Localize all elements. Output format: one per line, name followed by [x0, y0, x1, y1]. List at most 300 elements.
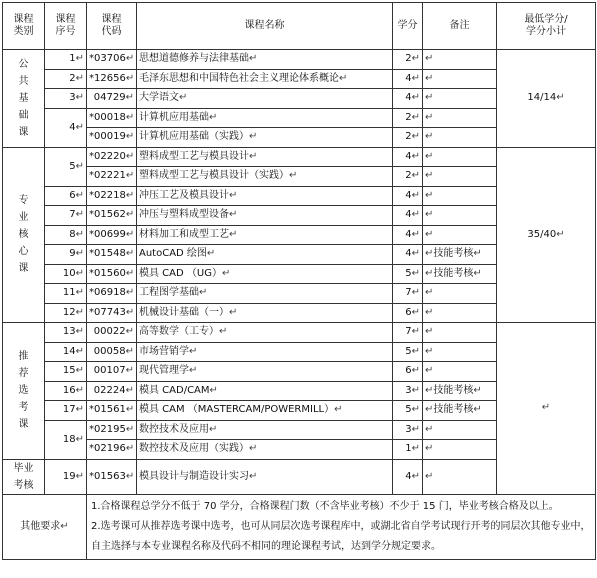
para-mark: ↵ [125, 267, 135, 279]
name-cell [137, 50, 393, 70]
para-mark: ↵ [339, 72, 348, 84]
para-mark: ↵ [75, 433, 84, 445]
para-mark: ↵ [75, 209, 84, 221]
code-value: *00018 [89, 111, 126, 123]
para-mark: ↵ [60, 520, 69, 532]
para-mark: ↵ [189, 365, 198, 377]
para-mark: ↵ [125, 443, 135, 455]
course-name: 模具 CAM （MASTERCAM/POWERMILL） [139, 404, 335, 416]
seq-cell [45, 401, 87, 421]
para-mark: ↵ [209, 384, 218, 396]
code-value: *03706 [89, 53, 126, 65]
para-mark: ↵ [411, 443, 420, 455]
para-mark: ↵ [411, 189, 420, 201]
para-mark: ↵ [75, 306, 84, 318]
subtotal-value: 35/40 [527, 228, 557, 240]
para-mark: ↵ [75, 189, 84, 201]
remark-cell [423, 186, 497, 206]
name-cell [137, 206, 393, 226]
header-category: 课程 类别 [3, 3, 45, 50]
course-name: 冲压工艺及模具设计 [139, 189, 229, 201]
para-mark: ↵ [125, 470, 135, 482]
para-mark: ↵ [425, 470, 434, 482]
credit-value: 5 [405, 345, 412, 357]
para-mark: ↵ [75, 365, 84, 377]
code-value: 00058 [93, 345, 126, 357]
credit-value: 2 [405, 131, 412, 143]
course-name: 模具设计与制造设计实习 [139, 470, 249, 482]
para-mark: ↵ [249, 131, 258, 143]
credit-value: 2 [405, 53, 412, 65]
remark-cell [423, 303, 497, 323]
seq-cell [45, 206, 87, 226]
code-cell [87, 147, 137, 167]
course-name: 机械设计基础（一） [139, 306, 229, 318]
para-mark: ↵ [125, 189, 135, 201]
para-mark: ↵ [229, 306, 238, 318]
remark-cell [423, 128, 497, 148]
course-name: 计算机应用基础（实践） [139, 131, 249, 143]
code-cell [87, 323, 137, 343]
seq-value: 6 [69, 189, 76, 201]
code-value: *06918 [89, 287, 126, 299]
seq-cell [45, 420, 87, 459]
credit-cell [393, 50, 423, 70]
seq-value: 14 [62, 345, 76, 357]
code-value: *00699 [89, 228, 126, 240]
para-mark: ↵ [334, 404, 343, 416]
seq-value: 9 [69, 248, 76, 260]
name-cell [137, 128, 393, 148]
remark-cell [423, 401, 497, 421]
name-cell [137, 362, 393, 382]
code-cell [87, 167, 137, 187]
credit-cell [393, 381, 423, 401]
name-cell [137, 167, 393, 187]
credit-cell [393, 186, 423, 206]
credit-cell [393, 264, 423, 284]
para-mark: ↵ [411, 267, 420, 279]
para-mark: ↵ [411, 53, 420, 65]
credit-value: 4 [405, 189, 412, 201]
code-cell [87, 186, 137, 206]
para-mark: ↵ [411, 170, 420, 182]
header-code: 课程 代码 [87, 3, 137, 50]
para-mark: ↵ [125, 170, 135, 182]
course-name: 现代管理学 [139, 365, 189, 377]
para-mark: ↵ [209, 423, 218, 435]
para-mark: ↵ [425, 345, 434, 357]
credit-cell [393, 245, 423, 265]
code-value: *00019 [89, 131, 126, 143]
para-mark: ↵ [425, 365, 434, 377]
credit-value: 1 [405, 443, 412, 455]
code-cell [87, 128, 137, 148]
credit-value: 2 [405, 111, 412, 123]
seq-value: 12 [62, 306, 76, 318]
seq-cell [45, 69, 87, 89]
seq-cell [45, 284, 87, 304]
seq-cell [45, 342, 87, 362]
name-cell [137, 225, 393, 245]
remark-cell [423, 264, 497, 284]
course-name: 计算机应用基础 [139, 111, 209, 123]
remark-cell [423, 362, 497, 382]
code-cell [87, 50, 137, 70]
credit-cell [393, 167, 423, 187]
remark-cell [423, 342, 497, 362]
para-mark: ↵ [189, 345, 198, 357]
para-mark: ↵ [125, 209, 135, 221]
name-cell [137, 303, 393, 323]
course-name: 塑料成型工艺与模具设计 [139, 150, 249, 162]
code-value: *07743 [89, 306, 126, 318]
course-name: 思想道德修养与法律基础 [139, 53, 249, 65]
credit-cell [393, 342, 423, 362]
header-name: 课程名称 [137, 3, 393, 50]
credit-value: 4 [405, 150, 412, 162]
curriculum-table-wrapper [2, 2, 596, 560]
credit-value: 4 [405, 228, 412, 240]
para-mark: ↵ [411, 111, 420, 123]
seq-value: 18 [62, 433, 76, 445]
seq-cell [45, 323, 87, 343]
para-mark: ↵ [125, 404, 135, 416]
category-cell [3, 323, 45, 460]
seq-value: 19 [62, 470, 76, 482]
requirement-line: 1.合格课程总学分不低于 70 学分，合格课程门数（不含毕业考核）不少于 15 门，毕业考核合格及以上。 [91, 500, 559, 512]
para-mark: ↵ [411, 345, 420, 357]
credit-cell [393, 303, 423, 323]
para-mark: ↵ [179, 92, 188, 104]
credit-value: 6 [405, 306, 412, 318]
code-value: 00022 [93, 326, 126, 338]
para-mark: ↵ [75, 384, 84, 396]
para-mark: ↵ [473, 248, 482, 260]
para-mark: ↵ [411, 365, 420, 377]
para-mark: ↵ [425, 72, 434, 84]
code-cell [87, 108, 137, 128]
para-mark: ↵ [125, 287, 135, 299]
credit-value: 4 [405, 248, 412, 260]
para-mark: ↵ [425, 209, 434, 221]
seq-value: 1 [69, 53, 76, 65]
para-mark: ↵ [75, 326, 84, 338]
remark-cell [423, 69, 497, 89]
table-row [3, 147, 596, 167]
code-value: 00107 [93, 365, 126, 377]
code-cell [87, 89, 137, 109]
code-cell [87, 342, 137, 362]
code-value: *02196 [89, 443, 126, 455]
name-cell [137, 459, 393, 494]
para-mark: ↵ [425, 189, 434, 201]
credit-value: 3 [405, 384, 412, 396]
code-cell [87, 284, 137, 304]
header-seq: 课程 序号 [45, 3, 87, 50]
para-mark: ↵ [473, 267, 482, 279]
remark-cell [423, 225, 497, 245]
other-requirements-text [87, 494, 596, 559]
credit-cell [393, 206, 423, 226]
name-cell [137, 420, 393, 440]
remark-cell [423, 50, 497, 70]
subtotal-cell [497, 147, 596, 323]
para-mark: ↵ [125, 72, 135, 84]
remark-value: 技能考核 [433, 404, 474, 416]
code-cell [87, 420, 137, 440]
credit-value: 7 [405, 326, 412, 338]
requirement-line: 2.选考课可从推荐选考课中选考，也可从同层次选考课程库中，或湖北省自学考试现行开考的同层次其他专业中，自主选择与本专业课程名称及代码不相同的理论课程考试，达到学分规定要求。 [91, 520, 591, 552]
para-mark: ↵ [125, 306, 135, 318]
code-value: *01561 [89, 404, 126, 416]
credit-cell [393, 362, 423, 382]
seq-value: 13 [62, 326, 76, 338]
credit-value: 7 [405, 287, 412, 299]
course-name: 模具 CAD/CAM [139, 384, 210, 396]
para-mark: ↵ [411, 72, 420, 84]
para-mark: ↵ [125, 131, 135, 143]
para-mark: ↵ [125, 150, 135, 162]
other-requirements-label: 其他要求 [20, 520, 61, 532]
para-mark: ↵ [425, 131, 434, 143]
para-mark: ↵ [125, 92, 134, 104]
course-name: 模具 CAD （UG） [139, 267, 222, 279]
para-mark: ↵ [75, 248, 84, 260]
credit-value: 4 [405, 209, 412, 221]
seq-value: 8 [69, 228, 76, 240]
para-mark: ↵ [556, 228, 565, 240]
name-cell [137, 323, 393, 343]
name-cell [137, 69, 393, 89]
credit-cell [393, 225, 423, 245]
seq-cell [45, 108, 87, 147]
credit-value: 4 [405, 92, 412, 104]
name-cell [137, 381, 393, 401]
para-mark: ↵ [199, 287, 208, 299]
credit-cell [393, 459, 423, 494]
para-mark: ↵ [249, 150, 258, 162]
para-mark: ↵ [425, 443, 434, 455]
para-mark: ↵ [425, 248, 434, 260]
code-cell [87, 401, 137, 421]
para-mark: ↵ [425, 53, 434, 65]
name-cell [137, 264, 393, 284]
credit-cell [393, 323, 423, 343]
para-mark: ↵ [411, 209, 420, 221]
para-mark: ↵ [425, 423, 434, 435]
remark-cell [423, 381, 497, 401]
code-cell [87, 264, 137, 284]
course-name: 高等数学（工专） [139, 326, 219, 338]
credit-cell [393, 128, 423, 148]
para-mark: ↵ [249, 470, 258, 482]
curriculum-table [2, 2, 596, 560]
para-mark: ↵ [411, 287, 420, 299]
para-mark: ↵ [411, 92, 420, 104]
name-cell [137, 89, 393, 109]
para-mark: ↵ [206, 248, 216, 260]
seq-value: 17 [62, 404, 76, 416]
remark-cell [423, 206, 497, 226]
para-mark: ↵ [219, 326, 228, 338]
credit-value: 3 [405, 423, 412, 435]
course-name: 数控技术及应用 [139, 423, 209, 435]
para-mark: ↵ [125, 111, 135, 123]
credit-cell [393, 147, 423, 167]
code-value: *12656 [89, 72, 126, 84]
code-value: *01563 [89, 470, 126, 482]
remark-cell [423, 108, 497, 128]
code-cell [87, 69, 137, 89]
para-mark: ↵ [425, 150, 434, 162]
credit-cell [393, 284, 423, 304]
category-cell [3, 147, 45, 323]
remark-cell [423, 284, 497, 304]
seq-cell [45, 362, 87, 382]
table-row [3, 323, 596, 343]
credit-cell [393, 420, 423, 440]
remark-value: 技能考核 [433, 267, 474, 279]
subtotal-value: 14/14 [527, 92, 557, 104]
name-cell [137, 186, 393, 206]
code-cell [87, 381, 137, 401]
credit-cell [393, 69, 423, 89]
seq-cell [45, 225, 87, 245]
para-mark: ↵ [75, 160, 84, 172]
course-name: 冲压与塑料成型设备 [139, 209, 229, 221]
para-mark: ↵ [289, 170, 298, 182]
course-name: 材料加工和成型工艺 [139, 228, 229, 240]
course-name: AutoCAD 绘图 [139, 248, 207, 260]
seq-value: 10 [62, 267, 76, 279]
para-mark: ↵ [411, 326, 420, 338]
seq-value: 15 [62, 365, 76, 377]
seq-value: 16 [62, 384, 76, 396]
para-mark: ↵ [425, 92, 434, 104]
name-cell [137, 440, 393, 460]
remark-value: 技能考核 [433, 248, 474, 260]
other-requirements-label-cell [3, 494, 87, 559]
category-label: 毕业 考核 [13, 462, 34, 491]
seq-value: 7 [69, 209, 76, 221]
para-mark: ↵ [125, 228, 135, 240]
para-mark: ↵ [425, 111, 434, 123]
remark-value: 技能考核 [433, 384, 474, 396]
seq-value: 5 [69, 160, 76, 172]
para-mark: ↵ [229, 189, 238, 201]
para-mark: ↵ [425, 170, 434, 182]
table-row [3, 50, 596, 70]
para-mark: ↵ [75, 345, 84, 357]
code-value: *02220 [89, 150, 126, 162]
credit-cell [393, 108, 423, 128]
curriculum-table-body [3, 3, 596, 560]
code-value: 04729 [93, 92, 126, 104]
para-mark: ↵ [411, 228, 420, 240]
para-mark: ↵ [425, 267, 434, 279]
category-label: 专 业 核 心 课 [18, 195, 29, 275]
credit-cell [393, 89, 423, 109]
seq-cell [45, 186, 87, 206]
seq-value: 3 [69, 92, 76, 104]
table-header-row [3, 3, 596, 50]
para-mark: ↵ [221, 267, 231, 279]
seq-cell [45, 147, 87, 186]
code-cell [87, 303, 137, 323]
code-value: *02195 [89, 423, 126, 435]
code-value: *01548 [89, 248, 126, 260]
para-mark: ↵ [75, 53, 84, 65]
name-cell [137, 245, 393, 265]
remark-cell [423, 89, 497, 109]
para-mark: ↵ [229, 228, 238, 240]
remark-cell [423, 245, 497, 265]
para-mark: ↵ [473, 404, 482, 416]
code-value: *01562 [89, 209, 126, 221]
para-mark: ↵ [125, 53, 135, 65]
code-cell [87, 459, 137, 494]
credit-cell [393, 401, 423, 421]
para-mark: ↵ [411, 248, 420, 260]
course-name: 大学语文 [139, 92, 179, 104]
seq-cell [45, 303, 87, 323]
name-cell [137, 401, 393, 421]
seq-cell [45, 264, 87, 284]
seq-cell [45, 245, 87, 265]
course-name: 数控技术及应用（实践） [139, 443, 249, 455]
para-mark: ↵ [125, 326, 134, 338]
para-mark: ↵ [75, 470, 84, 482]
para-mark: ↵ [411, 423, 420, 435]
para-mark: ↵ [229, 209, 238, 221]
para-mark: ↵ [425, 384, 434, 396]
category-label: 推 荐 选 考 课 [18, 351, 29, 431]
para-mark: ↵ [425, 326, 434, 338]
para-mark: ↵ [209, 111, 218, 123]
code-value: 02224 [93, 384, 126, 396]
name-cell [137, 147, 393, 167]
para-mark: ↵ [411, 384, 420, 396]
para-mark: ↵ [411, 306, 420, 318]
para-mark: ↵ [75, 267, 84, 279]
course-name: 工程图学基础 [139, 287, 199, 299]
para-mark: ↵ [411, 404, 420, 416]
para-mark: ↵ [125, 423, 135, 435]
para-mark: ↵ [249, 443, 258, 455]
category-cell [3, 459, 45, 494]
code-cell [87, 225, 137, 245]
credit-value: 5 [405, 404, 412, 416]
remark-cell [423, 459, 497, 494]
remark-cell [423, 167, 497, 187]
remark-cell [423, 420, 497, 440]
code-cell [87, 206, 137, 226]
para-mark: ↵ [125, 248, 135, 260]
code-value: *02221 [89, 170, 126, 182]
para-mark: ↵ [473, 384, 482, 396]
credit-value: 2 [405, 170, 412, 182]
seq-value: 11 [62, 287, 76, 299]
para-mark: ↵ [425, 287, 434, 299]
para-mark: ↵ [556, 92, 565, 104]
other-requirements-row [3, 494, 596, 559]
remark-cell [423, 323, 497, 343]
credit-value: 5 [405, 267, 412, 279]
credit-value: 4 [405, 72, 412, 84]
para-mark: ↵ [411, 150, 420, 162]
para-mark: ↵ [249, 53, 258, 65]
